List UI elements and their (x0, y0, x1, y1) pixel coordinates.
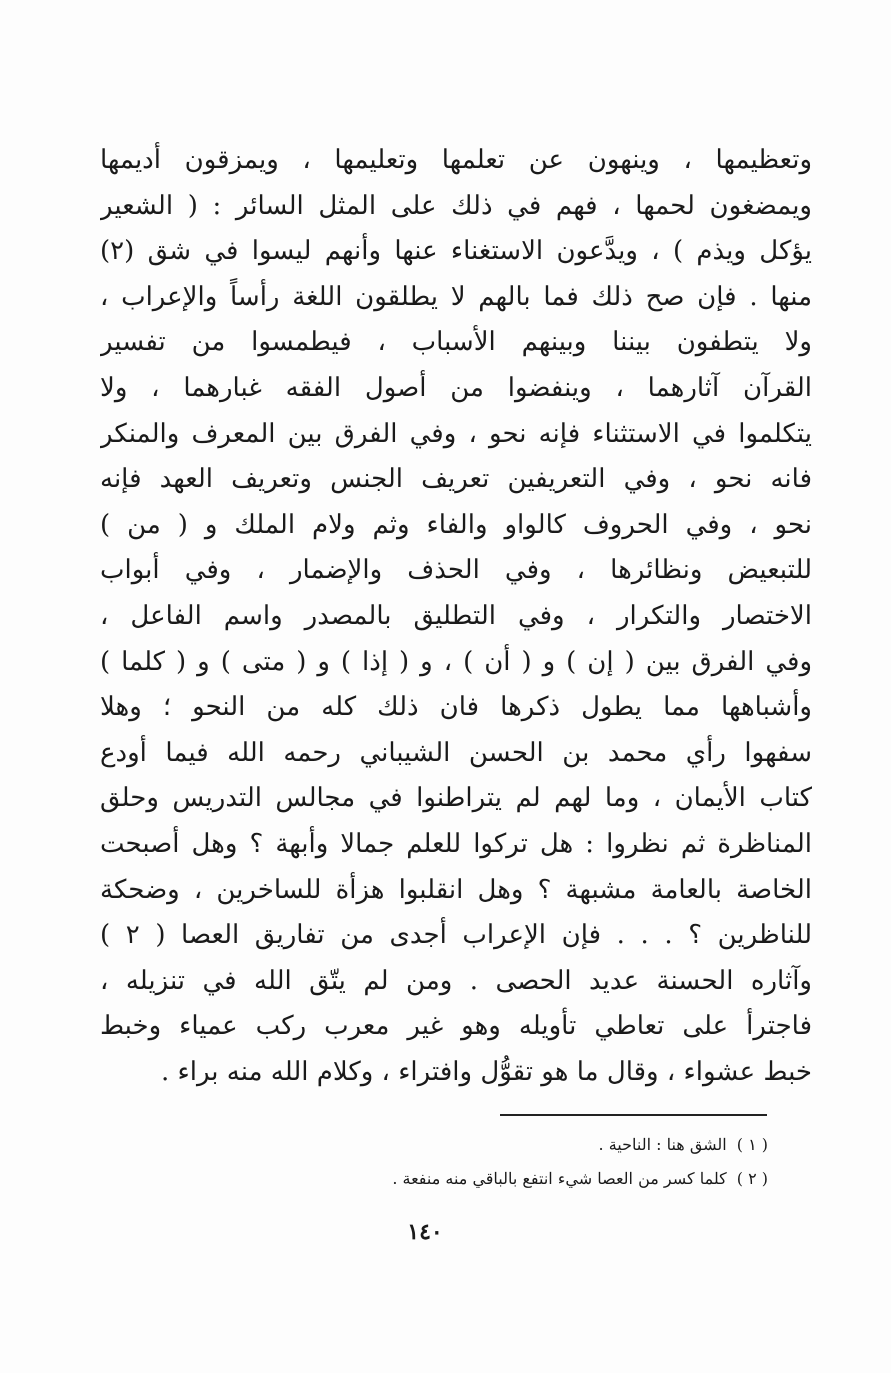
footnote-number: ( ٢ ) (736, 1169, 768, 1188)
text-line: نحو ، وفي الحروف كالواو والفاء وثم ولام الملك و ( من ) (100, 509, 812, 540)
text-line: فاجترأ على تعاطي تأويله وهو غير معرب ركب عمياء وخبط (100, 1011, 812, 1042)
text-line: للتبعيض ونظائرها ، وفي الحذف والإضمار ، وفي أبواب (100, 555, 812, 586)
footnote-item (300, 1128, 768, 1162)
text-line: وآثاره الحسنة عديد الحصى . ومن لم يتّق الله في تنزيله ، (100, 965, 812, 996)
footnote-text: الشق هنا : الناحية . (598, 1135, 727, 1154)
text-line: كتاب الأيمان ، وما لهم لم يتراطنوا في مجالس التدريس وحلق (100, 783, 812, 814)
text-line: الخاصة بالعامة مشبهة ؟ وهل انقلبوا هزأة للساخرين ، وضحكة (100, 874, 812, 905)
text-line: يتكلموا في الاستثناء فإنه نحو ، وفي الفرق بين المعرف والمنكر (100, 418, 812, 449)
text-line: سفهوا رأي محمد بن الحسن الشيباني رحمه الله فيما أودع (100, 737, 812, 768)
text-line: المناظرة ثم نظروا : هل تركوا للعلم جمالا وأبهة ؟ وهل أصبحت (100, 828, 812, 859)
text-line: الاختصار والتكرار ، وفي التطليق بالمصدر واسم الفاعل ، (100, 600, 812, 631)
main-text (100, 138, 812, 1095)
text-line: منها . فإن صح ذلك فما بالهم لا يطلقون اللغة رأساً والإعراب ، (100, 281, 812, 312)
footnotes (300, 1128, 768, 1196)
footnote-item (300, 1162, 768, 1196)
text-line: القرآن آثارهما ، وينفضوا من أصول الفقه غبارهما ، ولا (100, 372, 812, 403)
text-line: فانه نحو ، وفي التعريفين تعريف الجنس وتعريف العهد فإنه (100, 464, 812, 495)
text-line: خبط عشواء ، وقال ما هو تقوُّل وافتراء ، وكلام الله منه براء . (160, 1056, 812, 1087)
text-line: يؤكل ويذم ) ، ويدَّعون الاستغناء عنها وأنهم ليسوا في شق (٢) (100, 236, 812, 267)
text-line: وتعظيمها ، وينهون عن تعلمها وتعليمها ، ويمزقون أديمها (100, 145, 812, 175)
footnote-divider (500, 1114, 767, 1116)
text-line: وفي الفرق بين ( إن ) و ( أن ) ، و ( إذا ) و ( متى ) و ( كلما ) (100, 646, 812, 677)
footnote-number: ( ١ ) (736, 1135, 768, 1154)
text-line: ويمضغون لحمها ، فهم في ذلك على المثل السائر : ( الشعير (100, 190, 812, 221)
text-line: للناظرين ؟ . . . فإن الإعراب أجدى من تفاريق العصا ( ٢ ) (100, 920, 812, 951)
footnote-text: كلما كسر من العصا شيء انتفع بالباقي منه منفعة . (392, 1169, 727, 1188)
text-line: وأشباهها مما يطول ذكرها فان ذلك كله من النحو ؛ وهلا (100, 692, 812, 723)
text-line: ولا يتطفون بيننا وبينهم الأسباب ، فيطمسوا من تفسير (100, 327, 812, 358)
page-number: ١٤٠ (407, 1219, 443, 1245)
